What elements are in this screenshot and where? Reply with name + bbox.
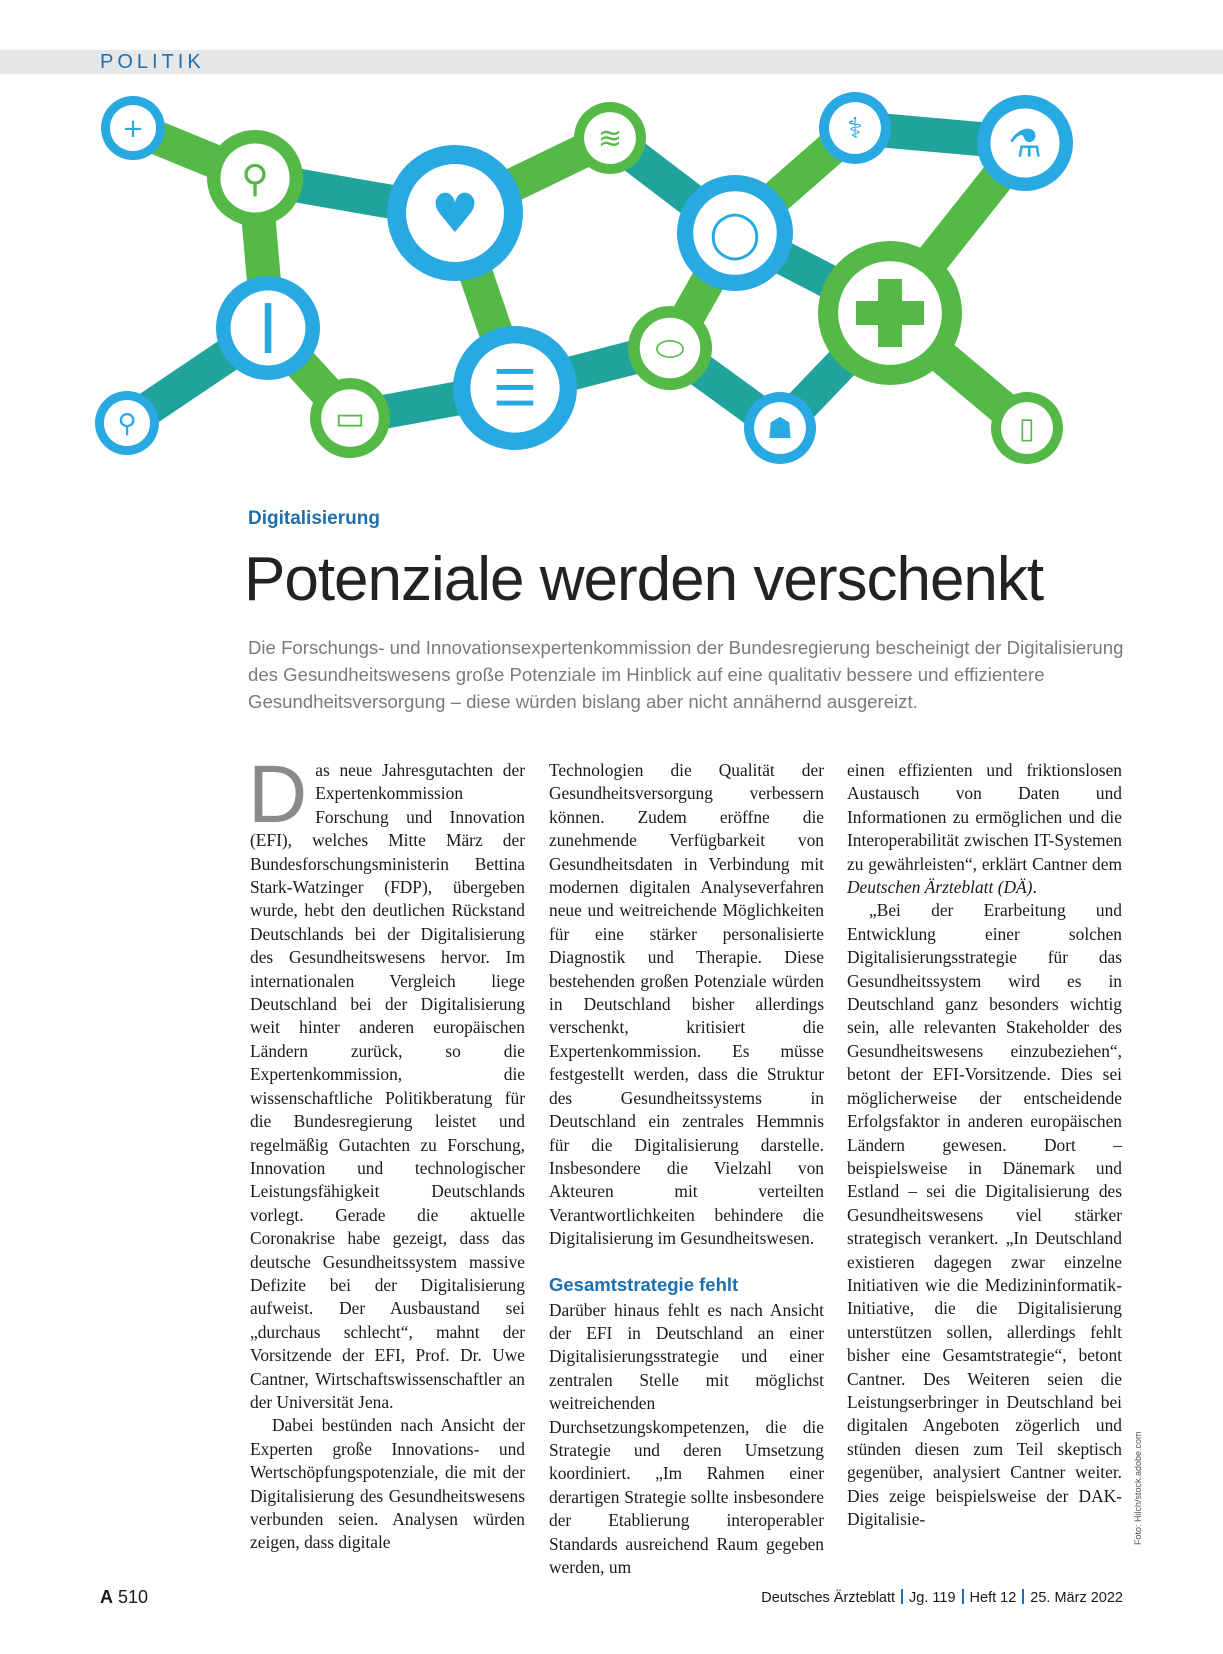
separator (962, 1589, 964, 1604)
photo-credit: Foto: Hilch/stock.adobe.com (1133, 1431, 1143, 1545)
paragraph (847, 759, 1122, 899)
pipette-icon (95, 391, 159, 455)
paragraph (248, 749, 525, 1414)
svg-text:┃: ┃ (255, 303, 281, 353)
section-label: POLITIK (100, 51, 205, 73)
stethoscope-icon (677, 175, 793, 291)
journal-name: Deutsches Ärzteblatt (761, 1590, 896, 1606)
hero-illustration (95, 88, 1125, 488)
paragraph: Technologien die Qualität der Gesundheitsversorgung verbessern können. Zudem eröffne die zunehmende Verfügbarkeit von Gesundheitsdaten in Verbindung mit modernen digitalen Analyseverfahren neue und weitreichende Möglichkeiten für eine stärker personalisierte Diagnostik und Therapie. Diese bestehenden großen Potenziale würden in Deutschland bisher allerdings verschenkt, kritisiert die Expertenkommission. Es müsse festgestellt werden, dass die Struktur des Gesundheitssystems in Deutschland ein zentrales Hemmnis für die Digitalisierung darstelle. Insbesondere die Vielzahl von Akteuren mit verteilten Verantwortlichkeiten behindere die Digitalisierung im Gesundheitswesen. (549, 760, 824, 1249)
svg-text:☗: ☗ (767, 411, 793, 446)
footer-citation (761, 1589, 1123, 1606)
page-number-value: 510 (118, 1587, 149, 1607)
separator (1022, 1589, 1024, 1604)
first-aid-kit-icon (101, 96, 165, 160)
pharmacy-icon (819, 92, 891, 164)
svg-text:≋: ≋ (597, 121, 623, 156)
svg-text:▯: ▯ (1019, 411, 1035, 446)
publication-name: Deutschen Ärzteblatt (DÄ) (847, 877, 1033, 898)
medicine-bottle-icon (991, 392, 1063, 464)
svg-text:▭: ▭ (334, 399, 366, 438)
svg-text:♥: ♥ (430, 182, 480, 246)
paragraph-text: as neue Jahresgutachten der Expertenkommission Forschung und Innovation (EFI), welches Mitte März der Bundesforschungsministerin Bettina Stark-Watzinger (FDP), übergeben wurde, hebt den deutlichen Rückstand Deutschlands bei der Digitalisierung des Gesundheitswesens hervor. Im internationalen Vergleich liege Deutschland bei der Digitalisierung weit hinter anderen europäischen Ländern zurück, so die Expertenkommission, die wissenschaftliche Politikberatung für die Bundesregierung leistet und regelmäßig Gutachten zu Forschung, Innovation und technologischer Leistungsfähigkeit Deutschlands vorlegt. Gerade die aktuelle Coronakrise habe gezeigt, dass das deutsche Gesundheitssystem massive Defizite bei der Digitalisierung aufweist. Der Ausbaustand sei „durchaus schlecht“, mahnt der Vorsitzende der EFI, Prof. Dr. Uwe Cantner, Wirtschaftswissenschaftler an der Universität Jena. (250, 760, 525, 1412)
thermometer-icon (216, 276, 320, 380)
paragraph: Dabei bestünden nach Ansicht der Experten große Innovations- und Wertschöpfungspotenziale, die mit der Digitalisierung des Gesundheitswesens verbunden seien. Analysen würden zeigen, dass digitale (250, 1415, 525, 1553)
body-column-3 (847, 759, 1122, 1531)
test-tube-icon (977, 95, 1073, 191)
volume: Jg. 119 (909, 1590, 956, 1606)
svg-text:☰: ☰ (492, 359, 538, 418)
clipboard-icon (453, 326, 577, 450)
body-column-2 (549, 759, 824, 1579)
svg-text:⚗: ⚗ (1007, 121, 1043, 166)
paragraph: Darüber hinaus fehlt es nach Ansicht der EFI in Deutschland an einer Digitalisierungsstrategie und einer zentralen Stelle mit möglichst weitreichenden Durchsetzungskompetenzen, die die Strategie und deren Umsetzung koordiniert. „Im Rahmen einer derartigen Strategie sollte insbesondere der Etablierung interoperabler Standards ausreichend Raum gegeben werden, um (549, 1299, 824, 1577)
subheading: Gesamtstrategie fehlt (549, 1273, 739, 1295)
pill-icon (628, 306, 712, 390)
svg-text:+: + (122, 113, 144, 144)
svg-text:⚲: ⚲ (241, 156, 269, 201)
body-column-1 (248, 749, 525, 1555)
paragraph-text: einen effizienten und friktionslosen Austausch von Daten und Informationen zu ermöglichen und die Interoperabilität zwischen IT-Systemen zu gewährleisten“, erklärt Cantner dem (847, 760, 1122, 874)
drop-cap: D (248, 749, 308, 840)
article-headline: Potenziale werden verschenkt (244, 545, 1044, 614)
svg-text:⚕: ⚕ (847, 111, 863, 146)
tooth-icon (744, 392, 816, 464)
page-number (100, 1587, 148, 1608)
svg-text:⚲: ⚲ (117, 408, 137, 439)
issue: Heft 12 (969, 1590, 1017, 1606)
dna-icon (574, 102, 646, 174)
svg-text:◯: ◯ (709, 206, 761, 261)
separator (901, 1589, 903, 1604)
article-kicker: Digitalisierung (248, 508, 380, 529)
ambulance-icon (310, 378, 390, 458)
heart-monitor-icon (387, 145, 523, 281)
paragraph-text: . (1032, 877, 1037, 898)
svg-text:⬭: ⬭ (655, 328, 685, 369)
article-lead: Die Forschungs- und Innovationsexpertenkommission der Bundesregierung bescheinigt der Digitalisierung des Gesundheitswesens große Potenziale im Hinblick auf eine qualitativ bessere und effizientere Gesundheitsversorgung – diese würden bislang aber nicht annähernd ausgereizt. (248, 637, 1124, 712)
issue-date: 25. März 2022 (1030, 1590, 1123, 1606)
microscope-icon (207, 130, 303, 226)
medical-cross-icon (818, 241, 962, 385)
paragraph: „Bei der Erarbeitung und Entwicklung einer solchen Digitalisierungsstrategie für das Gesundheitssystem wird es in Deutschland ganz besonders wichtig sein, alle relevanten Stakeholder des Gesundheitswesens einzubeziehen“, betont der EFI-Vorsitzende. Dies sei möglicherweise der entscheidende Erfolgsfaktor in anderen europäischen Ländern gewesen. Dort – beispielsweise in Dänemark und Estland – sei die Digitalisierung des Gesundheitswesens viel stärker strategisch verankert. „In Deutschland existieren dagegen zwar einzelne Initiativen wie die Medizininformatik-Initiative, die die Digitalisierung unterstützen sollen, allerdings fehlt bisher eine Gesamtstrategie“, betont Cantner. Des Weiteren seien die Leistungserbringer in Deutschland bei digitalen Angeboten zögerlich und stünden diesen zum Teil skeptisch gegenüber, analysiert Cantner weiter. Dies zeige beispielsweise der DAK-Digitalisie- (847, 900, 1122, 1529)
page-prefix: A (100, 1587, 113, 1607)
